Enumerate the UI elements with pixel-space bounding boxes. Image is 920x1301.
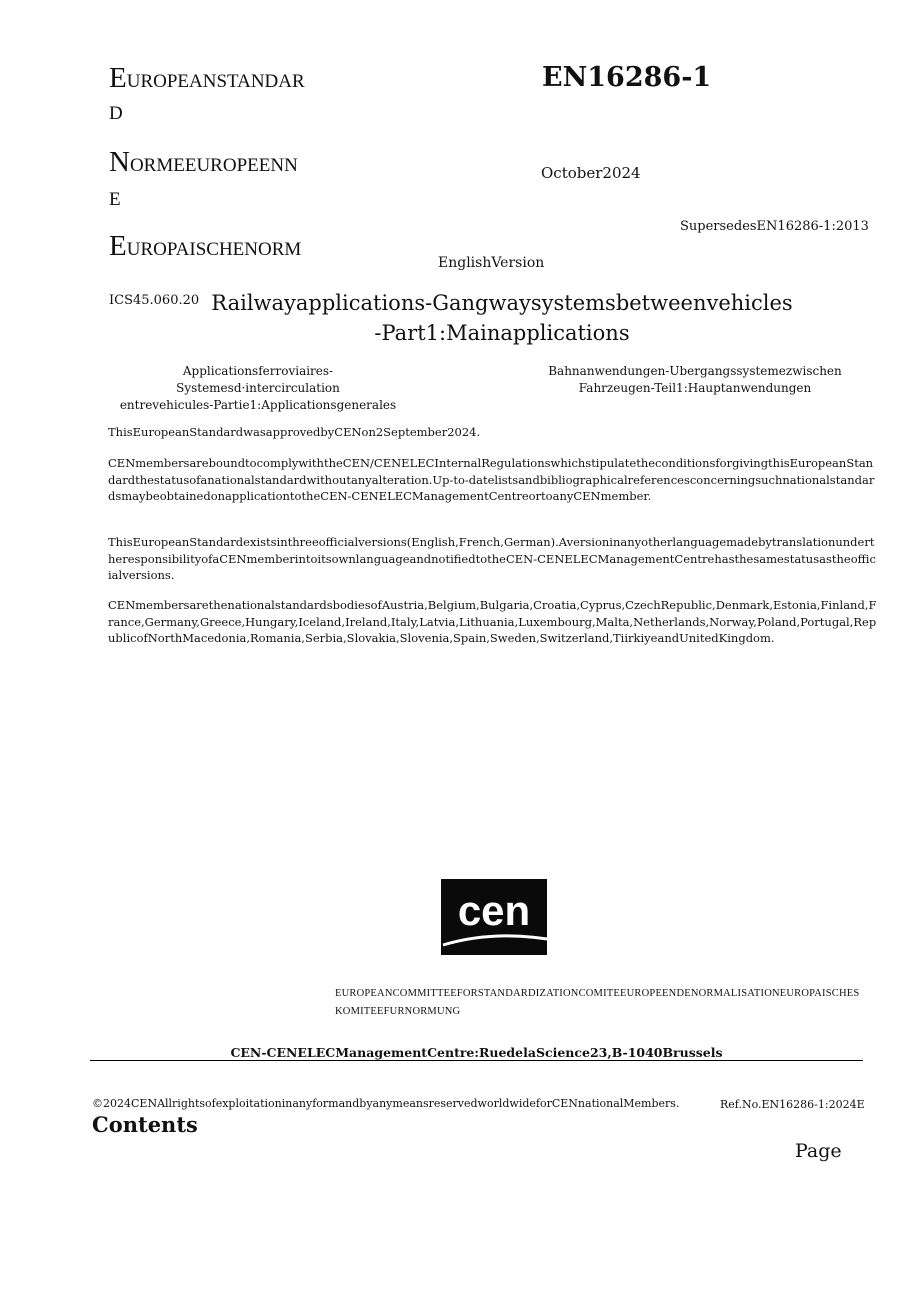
members-bound-paragraph: CENmembersareboundtocomplywiththeCEN/CENELECInternalRegulationswhichstipulatetheconditionsforgivingthisEuropeanStandardthestatusofanationalstandardwithoutanyalteration.Up-to-datelistsandbibliographicalreferencesconcerningsuchnationalstandardsmaybeobtainedonapplicationtotheCEN-CENELECManagementCentreortoanyCENmember. — [108, 456, 875, 503]
official-versions-paragraph: ThisEuropeanStandardexistsinthreeofficialversions(English,French,German).AversioninanyotherlanguagemadebytranslationundertheresponsibilityofaCENmemberintoitsownlanguageandnotifiedtotheCEN-CENELECManagementCentrehasthesamestatusastheofficialversions. — [108, 535, 876, 582]
management-centre-address: CEN-CENELECManagementCentre:RuedelaScience23,B-1040Brussels — [230, 1045, 723, 1060]
french-title: Applicationsferroviaires-Systemesd·intercirculation entrevehicules-Partie1:Applicationsgenerales — [119, 364, 397, 412]
footer-divider — [90, 1060, 863, 1061]
cen-logo — [441, 879, 559, 955]
document-title-line-1: Railwayapplications-Gangwaysystemsbetweenvehicles — [211, 291, 793, 315]
german-title: Bahnanwendungen-Ubergangssystemezwischen Fahrzeugen-Teil1:Hauptanwendungen — [548, 364, 842, 395]
title-line-4: E — [109, 189, 121, 210]
standard-type-title — [109, 64, 394, 261]
reference-number: Ref.No.EN16286-1:2024E — [720, 1098, 865, 1111]
ics-code: ICS45.060.20 — [109, 293, 200, 308]
page-column-label: Page — [795, 1140, 842, 1162]
title-line-5: EUROPAISCHENORM — [109, 230, 302, 262]
approval-paragraph: ThisEuropeanStandardwasapprovedbyCENon2September2024. — [108, 425, 481, 439]
committee-names: EUROPEANCOMMITTEEFORSTANDARDIZATIONCOMITEEUROPEENDENORMALISATIONEUROPAISCHESKOMITEEFURNORMUNG — [335, 988, 860, 1017]
standard-number: EN16286-1 — [542, 62, 712, 93]
members-list-paragraph: CENmembersarethenationalstandardsbodiesofAustria,Belgium,Bulgaria,Croatia,Cyprus,CzechRepublic,Denmark,Estonia,Finland,France,Germany,Greece,Hungary,Iceland,Ireland,Italy,Latvia,Lithuania,Luxembourg,Malta,Netherlands,Norway,Poland,Portugal,RepublicofNorthMacedonia,Romania,Serbia,Slovakia,Slovenia,Spain,Sweden,Switzerland,TiirkiyeandUnitedKingdom. — [108, 598, 877, 645]
document-title-line-2: -Part1:Mainapplications — [374, 321, 630, 345]
supersedes-note: SupersedesEN16286-1:2013 — [680, 219, 869, 234]
copyright-notice: ©2024CENAllrightsofexploitationinanyformandbyanymeansreservedworldwideforCENnationalMembers. — [92, 1097, 680, 1110]
contents-heading: Contents — [92, 1112, 198, 1137]
document-title — [202, 288, 802, 348]
publication-date: October2024 — [541, 164, 641, 182]
language-version: EnglishVersion — [438, 255, 545, 271]
svg-text:cen: cen — [457, 887, 531, 934]
cen-logo-icon — [441, 879, 559, 955]
title-line-2: D — [109, 103, 123, 124]
title-line-3: NORMEEUROPEENN — [109, 146, 298, 178]
title-line-1: EUROPEANSTANDAR — [109, 62, 305, 94]
